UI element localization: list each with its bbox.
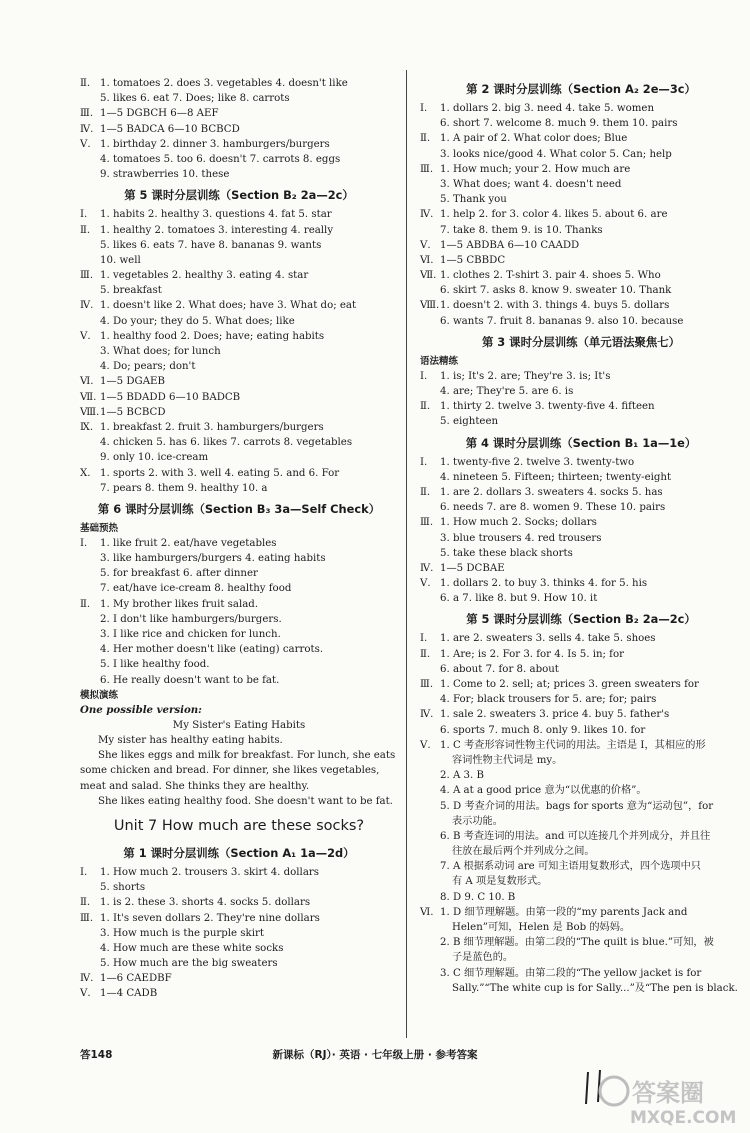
answer-text: 6. skirt 7. asks 8. know 9. sweater 10. Thank (440, 285, 672, 297)
answer-text: 3. like hamburgers/burgers 4. eating habits (100, 553, 326, 565)
answer-text: 6. about 7. for 8. about (440, 663, 559, 675)
answer-line (80, 344, 398, 359)
answer-line (80, 167, 398, 182)
answer-text: 1—4 CADB (100, 988, 158, 1000)
answer-text: 1—5 DGAEB (100, 376, 165, 388)
answer-text: 3. What does; want 4. doesn't need (440, 178, 622, 190)
answer-line (80, 657, 398, 672)
answer-line (420, 692, 742, 707)
answer-line (420, 470, 742, 485)
answer-text: 1. clothes 2. T-shirt 3. pair 4. shoes 5. Who (440, 270, 661, 282)
answer-text: 1. My brother likes fruit salad. (100, 598, 259, 610)
lesson-heading: 第 1 课时分层训练（Section A₁ 1a—2d） (123, 845, 355, 860)
answer-line (80, 911, 398, 926)
section-number: Ⅶ. (420, 270, 437, 282)
svg-text:答案圈: 答案圈 (632, 1079, 704, 1107)
answer-text: 5. eighteen (440, 416, 499, 428)
answer-text: 1. are 2. sweaters 3. sells 4. take 5. shoes (440, 633, 656, 645)
answer-line (80, 76, 398, 91)
section-number: Ⅴ. (80, 138, 91, 150)
subsection-label: 基础预热 (80, 522, 119, 534)
answer-line (420, 414, 742, 429)
section-number: Ⅳ. (420, 209, 434, 221)
answer-text: 8. D 9. C 10. B (440, 891, 516, 903)
answer-text: 6. He really doesn't want to be fat. (100, 674, 280, 686)
section-number: Ⅱ. (420, 133, 431, 145)
answer-line (80, 566, 398, 581)
answer-text: 3. C 细节理解题。由第二段的“The yellow jacket is for (440, 967, 702, 979)
answer-line (80, 420, 398, 435)
left-column (80, 76, 398, 1002)
answer-line (80, 481, 398, 496)
answer-text: 子是蓝色的。 (452, 952, 514, 964)
answer-text: 5. for breakfast 6. after dinner (100, 568, 258, 580)
answer-text: 1. dollars 2. big 3. need 4. take 5. women (440, 103, 655, 114)
answer-text: 4. Do; pears; don't (100, 361, 196, 373)
answer-text: 6. a 7. like 8. but 9. How 10. it (440, 593, 598, 605)
watermark-logo (592, 1071, 742, 1129)
answer-text: 1. doesn't like 2. What does; have 3. What do; eat (100, 300, 357, 312)
answer-line (420, 207, 742, 222)
svg-text:MXQE.COM: MXQE.COM (630, 1108, 737, 1128)
lesson-heading: 第 6 课时分层训练（Section B₃ 3a—Self Check） (97, 501, 381, 516)
answer-text: 1. vegetables 2. healthy 3. eating 4. star (100, 270, 309, 282)
answer-text: 7. take 8. them 9. is 10. Thanks (440, 224, 603, 236)
answer-text: 1—5 BCBCD (100, 406, 166, 418)
answer-text: 4. are; They're 5. are 6. is (440, 386, 574, 397)
section-number: Ⅵ. (420, 906, 434, 918)
answer-line (80, 986, 398, 1001)
section-number: Ⅱ. (420, 401, 431, 413)
section-number: Ⅱ. (420, 486, 431, 498)
answer-text: 10. well (100, 254, 141, 266)
section-number: Ⅰ. (80, 537, 88, 549)
answer-text: 5. I like healthy food. (100, 659, 210, 671)
section-number: Ⅱ. (80, 224, 91, 236)
section-number: Ⅲ. (420, 163, 434, 175)
answer-line (80, 865, 398, 880)
essay-paragraph: She likes eggs and milk for breakfast. For lunch, she eats some chicken and bread. For dinner, she likes vegetables, meat and salad. She thinks they are healthy. (80, 750, 396, 792)
unit-title: Unit 7 How much are these socks? (113, 817, 365, 834)
answer-text: 4. For; black trousers for 5. are; for; pairs (440, 694, 657, 706)
lesson-heading: 第 5 课时分层训练（Section B₂ 2a—2c） (466, 612, 696, 627)
answer-line (80, 238, 398, 253)
answer-text: 6. B 考查连词的用法。and 可以连接几个并列成分，并且往 (440, 830, 711, 842)
section-number: Ⅳ. (420, 562, 434, 574)
lesson-heading: 第 4 课时分层训练（Section B₁ 1a—1e） (465, 435, 697, 450)
answer-line (420, 177, 742, 192)
answer-line (80, 298, 398, 313)
answer-text: 1. is 2. these 3. shorts 4. socks 5. dollars (100, 897, 311, 909)
answer-text: 1. like fruit 2. eat/have vegetables (100, 537, 277, 549)
answer-text: 5. likes 6. eat 7. Does; like 8. carrots (100, 93, 290, 105)
answer-text: 5. shorts (100, 882, 146, 894)
answer-line (80, 137, 398, 152)
answer-line (420, 384, 742, 399)
answer-text: 1. doesn't 2. with 3. things 4. buys 5. dollars (440, 300, 670, 312)
lesson-heading: 第 3 课时分层训练（单元语法聚焦七） (481, 334, 681, 349)
answer-text: 1. breakfast 2. fruit 3. hamburgers/burgers (100, 421, 324, 433)
answer-text: 1. twenty-five 2. twelve 3. twenty-two (440, 456, 635, 468)
answer-text: 7. A 根据系动词 are 可知主语用复数形式，四个选项中只 (440, 861, 701, 873)
answer-line (420, 631, 742, 646)
answer-text: 5. likes 6. eats 7. have 8. bananas 9. wants (100, 239, 322, 251)
answer-line (80, 536, 398, 551)
answer-text: 1—5 ABDBA 6—10 CAADD (440, 239, 580, 251)
answer-text: 4. nineteen 5. Fifteen; thirteen; twenty-eight (440, 471, 672, 483)
answer-text: 3. I like rice and chicken for lunch. (100, 629, 281, 640)
answer-text: 1. How much; your 2. How much are (440, 163, 631, 175)
answer-text: 4. Her mother doesn't like (eating) carrots. (100, 644, 324, 656)
answer-text: 1. healthy 2. tomatoes 3. interesting 4. really (100, 224, 334, 236)
answer-line (420, 829, 742, 844)
answer-text: 9. strawberries 10. these (100, 169, 230, 181)
section-number: Ⅲ. (420, 679, 434, 690)
answer-text: 3. What does; for lunch (100, 346, 221, 357)
answer-line (420, 723, 742, 738)
answer-text: 1—5 DGBCH 6—8 AEF (100, 108, 219, 120)
answer-text: 1. sports 2. with 3. well 4. eating 5. and 6. For (100, 467, 340, 479)
answer-text: 1. Are; is 2. For 3. for 4. Is 5. in; for (440, 648, 624, 660)
answer-line (420, 162, 742, 177)
answer-line (80, 390, 398, 405)
answer-line (80, 627, 398, 642)
section-number: Ⅰ. (420, 370, 428, 382)
answer-line (80, 207, 398, 222)
answer-line (420, 859, 742, 874)
answer-text: 4. A at a good price 意为“以优惠的价格”。 (440, 785, 647, 797)
answer-text: 2. I don't like hamburgers/burgers. (100, 613, 282, 625)
answer-text: 1. Come to 2. sell; at; prices 3. green sweaters for (440, 679, 699, 690)
answer-line (420, 783, 742, 798)
answer-line (80, 926, 398, 941)
answer-text: Sally.”“The white cup is for Sally...”及“The pen is black. (452, 982, 738, 994)
section-number: Ⅹ. (80, 467, 91, 479)
answer-line (420, 268, 742, 283)
section-number: Ⅵ. (80, 376, 94, 388)
answer-line (420, 515, 742, 530)
section-number: Ⅸ. (80, 421, 94, 433)
answer-text: 5. take these black shorts (440, 547, 573, 559)
lesson-heading: 第 5 课时分层训练（Section B₂ 2a—2c） (124, 188, 354, 203)
answer-text: 有 A 项是复数形式。 (452, 876, 548, 888)
answer-line (420, 677, 742, 692)
answer-text: 1—5 BADCA 6—10 BCBCD (100, 123, 240, 135)
answer-line (420, 500, 742, 515)
answer-line (80, 581, 398, 596)
answer-text: 1—5 DCBAE (440, 562, 505, 574)
answer-line (80, 642, 398, 657)
answer-text: 9. only 10. ice-cream (100, 452, 209, 464)
answer-line (420, 369, 742, 384)
answer-line (80, 152, 398, 167)
answer-line (80, 283, 398, 298)
answer-line (80, 450, 398, 465)
answer-text: 6. sports 7. much 8. only 9. likes 10. for (440, 724, 646, 736)
answer-text: 4. How much are these white socks (100, 942, 284, 954)
section-number: Ⅴ. (80, 330, 91, 342)
answer-text: 1. D 细节理解题。由第一段的“my parents Jack and (440, 906, 688, 918)
answer-line (80, 880, 398, 895)
section-number: Ⅱ. (80, 897, 91, 909)
answer-line (80, 971, 398, 986)
lesson-heading: 第 2 课时分层训练（Section A₂ 2e—3c） (466, 82, 696, 96)
answer-line (420, 399, 742, 414)
answer-line (80, 91, 398, 106)
answer-line (420, 546, 742, 561)
section-number: Ⅴ. (420, 239, 431, 251)
answer-line (420, 950, 742, 965)
answer-line (80, 374, 398, 389)
column-divider (406, 70, 407, 1038)
answer-text: 1. How much 2. trousers 3. skirt 4. dollars (100, 866, 319, 878)
answer-text: 7. eat/have ice-cream 8. healthy food (100, 583, 292, 595)
answer-text: 6. wants 7. fruit 8. bananas 9. also 10. because (440, 315, 684, 327)
answer-text: 1. A pair of 2. What color does; Blue (440, 133, 628, 145)
answer-text: 1. habits 2. healthy 3. questions 4. fat 5. star (100, 209, 332, 221)
section-number: Ⅲ. (420, 517, 434, 529)
section-number: Ⅴ. (420, 739, 431, 751)
answer-line (420, 116, 742, 131)
answer-line (80, 405, 398, 420)
answer-text: 5. breakfast (100, 285, 162, 297)
section-number: Ⅰ. (80, 209, 88, 221)
section-number: Ⅳ. (420, 709, 434, 721)
answer-line (420, 799, 742, 814)
answer-line (420, 738, 742, 753)
section-number: Ⅵ. (420, 254, 434, 266)
answer-line (420, 223, 742, 238)
answer-text: 4. tomatoes 5. too 6. doesn't 7. carrots 8. eggs (100, 153, 341, 165)
answer-line (420, 890, 742, 905)
answer-text: 1. sale 2. sweaters 3. price 4. buy 5. father's (440, 709, 670, 721)
answer-line (420, 238, 742, 253)
answer-text: 4. chicken 5. has 6. likes 7. carrots 8. vegetables (100, 437, 353, 449)
essay-paragraph: She likes eating healthy food. She doesn't want to be fat. (98, 795, 393, 807)
answer-text: 表示功能。 (452, 815, 503, 827)
answer-text: 1. help 2. for 3. color 4. likes 5. about 6. are (440, 209, 668, 221)
section-number: Ⅰ. (80, 866, 88, 878)
answer-line (420, 874, 742, 889)
answer-line (420, 981, 742, 996)
answer-text: Helen”可知，Helen 是 Bob 的妈妈。 (452, 922, 631, 933)
answer-text: 3. How much is the purple skirt (100, 927, 264, 939)
answer-line (420, 920, 742, 935)
answer-text: 1. dollars 2. to buy 3. thinks 4. for 5. his (440, 578, 648, 590)
answer-text: 2. B 细节理解题。由第二段的“The quilt is blue.”可知，被 (440, 937, 714, 949)
answer-text: 1. birthday 2. dinner 3. hamburgers/burgers (100, 138, 330, 150)
answer-text: 3. blue trousers 4. red trousers (440, 532, 602, 544)
answer-line (80, 551, 398, 566)
answer-text: 1. C 考查形容词性物主代词的用法。主语是 I，其相应的形 (440, 739, 706, 751)
answer-text: 7. pears 8. them 9. healthy 10. a (100, 482, 268, 494)
answer-line (80, 597, 398, 612)
answer-text: 1. tomatoes 2. does 3. vegetables 4. doesn't like (100, 78, 348, 89)
answer-text: 1. thirty 2. twelve 3. twenty-five 4. fifteen (440, 401, 655, 413)
subsection-label: 语法精练 (420, 355, 459, 367)
answer-line (80, 106, 398, 121)
section-number: Ⅱ. (80, 78, 91, 89)
answer-text: 容词性物主代词是 my。 (452, 754, 563, 766)
answer-text: 1—5 BDADD 6—10 BADCB (100, 391, 241, 403)
section-number: Ⅷ. (80, 406, 100, 418)
answer-line (80, 268, 398, 283)
answer-line (420, 298, 742, 313)
answer-line (80, 435, 398, 450)
answer-line (80, 956, 398, 971)
answer-line (80, 314, 398, 329)
section-number: Ⅳ. (80, 300, 94, 312)
answer-line (80, 895, 398, 910)
answer-text: 2. A 3. B (440, 770, 484, 782)
answer-line (420, 935, 742, 950)
answer-line (420, 101, 742, 116)
answer-text: 1. It's seven dollars 2. They're nine dollars (100, 912, 320, 924)
section-number: Ⅰ. (420, 103, 428, 114)
answer-text: 往放在最后两个并列成分之间。 (452, 846, 595, 858)
answer-line (80, 941, 398, 956)
answer-line (420, 662, 742, 677)
answer-text: 1—6 CAEDBF (100, 973, 172, 985)
answer-text: 5. Thank you (440, 194, 507, 206)
answer-line (420, 647, 742, 662)
answer-line (420, 844, 742, 859)
answer-line (420, 768, 742, 783)
answer-line (80, 673, 398, 688)
answer-line (420, 253, 742, 268)
answer-text: 1. healthy food 2. Does; have; eating habits (100, 330, 325, 342)
answer-line (80, 223, 398, 238)
section-number: Ⅷ. (420, 300, 440, 312)
section-number: Ⅱ. (420, 648, 431, 660)
answer-text: 6. needs 7. are 8. women 9. These 10. pairs (440, 502, 666, 514)
answer-line (420, 591, 742, 606)
answer-text: 3. looks nice/good 4. What color 5. Can; help (440, 148, 672, 160)
answer-text: 1. is; It's 2. are; They're 3. is; It's (440, 370, 611, 382)
answer-line (420, 131, 742, 146)
answer-line (420, 966, 742, 981)
section-number: Ⅲ. (80, 270, 94, 282)
answer-line (80, 466, 398, 481)
answer-line (420, 455, 742, 470)
answer-text: 1. are 2. dollars 3. sweaters 4. socks 5. has (440, 486, 663, 498)
answer-line (420, 707, 742, 722)
section-number: Ⅶ. (80, 391, 97, 403)
answer-line (420, 314, 742, 329)
answer-text: 1—5 CBBDC (440, 254, 506, 266)
subsection-label: 模拟演练 (80, 689, 119, 701)
section-number: Ⅳ. (80, 123, 94, 135)
version-label: One possible version: (80, 703, 202, 716)
book-title: 新课标（RJ）· 英语 · 七年级上册 · 参考答案 (272, 1049, 478, 1061)
answer-line (80, 253, 398, 268)
answer-line (80, 612, 398, 627)
answer-line (420, 485, 742, 500)
section-number: Ⅳ. (80, 973, 94, 985)
answer-text: 1. How much 2. Socks; dollars (440, 517, 597, 529)
answer-line (420, 192, 742, 207)
section-number: Ⅱ. (80, 598, 91, 610)
section-number: Ⅰ. (420, 633, 428, 645)
answer-line (420, 814, 742, 829)
answer-line (420, 147, 742, 162)
essay-paragraph: My sister has healthy eating habits. (98, 734, 283, 746)
answer-line (420, 283, 742, 298)
page-number: 答148 (80, 1049, 113, 1061)
answer-text: 6. short 7. welcome 8. much 9. them 10. pairs (440, 118, 678, 130)
answer-line (420, 753, 742, 768)
section-number: Ⅴ. (420, 578, 431, 590)
section-number: Ⅰ. (420, 456, 428, 468)
answer-text: 5. D 考查介词的用法。bags for sports 意为“运动包”，for (440, 800, 714, 812)
right-column (420, 76, 742, 996)
answer-text: 5. How much are the big sweaters (100, 958, 278, 970)
section-number: Ⅲ. (80, 912, 94, 924)
answer-line (420, 531, 742, 546)
answer-line (420, 905, 742, 920)
answer-line (420, 561, 742, 576)
answer-line (80, 122, 398, 137)
answer-text: 4. Do your; they do 5. What does; like (100, 315, 295, 327)
answer-line (80, 329, 398, 344)
answer-line (80, 359, 398, 374)
answer-line (420, 576, 742, 591)
essay-title: My Sister's Eating Habits (172, 719, 306, 731)
section-number: Ⅴ. (80, 988, 91, 1000)
section-number: Ⅲ. (80, 108, 94, 120)
